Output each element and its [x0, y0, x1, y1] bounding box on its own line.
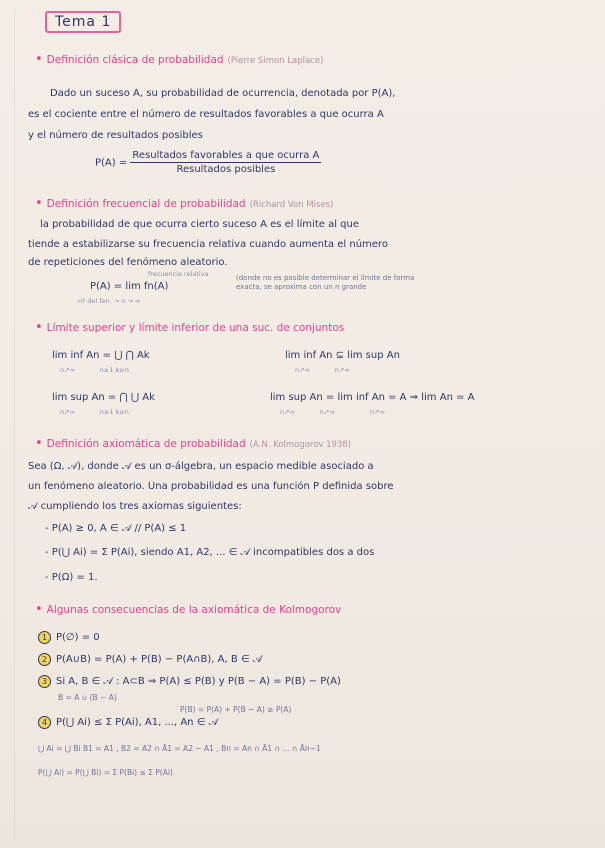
heading-text: Límite superior y límite inferior de una suc. de conjuntos — [46, 322, 345, 334]
consequence-item — [38, 716, 218, 729]
classical-formula — [95, 150, 321, 175]
text-line-content: la probabilidad de que ocurra cierto suceso A es el límite al que — [40, 219, 359, 230]
bullet-icon: • — [35, 602, 43, 617]
consequence-text: P(⋃ Ai) ≤ Σ P(Ai), A1, ..., An ∈ 𝒜 — [56, 717, 219, 728]
text-line: 𝒜 cumpliendo los tres axiomas siguientes: — [28, 501, 242, 512]
formula-annotation: frecuencia relativa — [148, 270, 209, 278]
derivation-line: P(B) = P(A) + P(B − A) ≥ P(A) — [180, 705, 292, 714]
consequence-item — [38, 653, 262, 666]
consequence-text: P(∅) = 0 — [56, 632, 100, 643]
section-heading-limits — [35, 320, 344, 335]
section-heading-consequences — [35, 602, 341, 617]
number-badge: 3 — [38, 675, 51, 688]
text-line: y el número de resultados posibles — [28, 130, 203, 141]
lim-equality: lim sup An = lim inf An = A ⇒ lim An = A — [270, 392, 475, 403]
bullet-icon: • — [35, 196, 43, 211]
fraction-numerator: Resultados favorables a que ocurra A — [132, 150, 320, 161]
consequence-item — [38, 675, 341, 688]
text-line: Dado un suceso A, su probabilidad de ocurrencia, denotada por P(A), — [50, 88, 396, 99]
formula-subscript: n↗∞ n↗∞ — [295, 366, 350, 374]
bullet-icon: • — [35, 436, 43, 451]
formula-note-line: (donde no es posible determinar el límite de forma — [236, 274, 415, 282]
text-line: Sea (Ω, 𝒜), donde 𝒜 es un σ-álgebra, un espacio medible asociado a — [28, 461, 374, 472]
lim-inf-definition: lim inf An = ⋃ ⋂ Ak — [52, 350, 150, 361]
text-line: un fenómeno aleatorio. Una probabilidad es una función P definida sobre — [28, 481, 394, 492]
text-line: tiende a estabilizarse su frecuencia relativa cuando aumenta el número — [28, 239, 388, 250]
number-badge: 2 — [38, 653, 51, 666]
axiom-line: - P(⋃ Ai) = Σ P(Ai), siendo A1, A2, ... ∈ 𝒜 incompatibles dos a dos — [45, 547, 375, 558]
page-margin — [14, 10, 21, 840]
text-line — [40, 219, 359, 230]
number-badge: 4 — [38, 716, 51, 729]
formula-note — [236, 274, 414, 292]
formula-subscript: nº del fen. → n → ∞ — [78, 297, 141, 305]
formula-note-line: exacta, se aproxima con un n grande — [236, 283, 367, 291]
heading-text: Definición axiomática de probabilidad — [46, 438, 246, 450]
axiom-line: - P(A) ≥ 0, A ∈ 𝒜 // P(A) ≤ 1 — [45, 523, 187, 534]
heading-note: (Richard Von Mises) — [249, 200, 334, 210]
formula-subscript: n↗∞ n↗∞ n↗∞ — [280, 408, 385, 416]
heading-text: Algunas consecuencias de la axiomática de Kolmogorov — [46, 604, 342, 616]
heading-text: Definición clásica de probabilidad — [46, 54, 224, 66]
consequence-item — [38, 631, 100, 644]
lim-sup-definition: lim sup An = ⋂ ⋃ Ak — [52, 392, 155, 403]
derivation-line: B = A ∪ (B − A) — [58, 693, 117, 702]
fraction-denominator: Resultados posibles — [176, 164, 276, 175]
heading-note: (A.N. Kolmogorov 1938) — [249, 440, 352, 450]
section-heading-classical — [35, 52, 323, 67]
formula-subscript: n↗∞ n≥1 k≥n — [60, 366, 129, 374]
number-badge: 1 — [38, 631, 51, 644]
text-line: es el cociente entre el número de resultados favorables a que ocurra A — [28, 109, 384, 120]
section-heading-frequential — [35, 196, 333, 211]
consequence-text: Si A, B ∈ 𝒜 : A⊂B ⇒ P(A) ≤ P(B) y P(B − A) = P(B) − P(A) — [56, 676, 341, 687]
frequential-formula: P(A) = lim fn(A) — [90, 281, 169, 292]
text-line: de repeticiones del fenómeno aleatorio. — [28, 257, 228, 268]
bullet-icon: • — [35, 320, 43, 335]
derivation-line: ⋃ Ai = ⋃ Bi B1 = A1 , B2 = A2 ∩ Ā1 = A2 − A1 , Bn = An ∩ Ā1 ∩ ... ∩ Ān−1 — [38, 744, 321, 753]
lim-inf-subset: lim inf An ⊆ lim sup An — [285, 350, 400, 361]
axiom-line: - P(Ω) = 1. — [45, 572, 98, 583]
section-heading-axiomatic — [35, 436, 351, 451]
heading-note: (Pierre Simon Laplace) — [227, 56, 324, 66]
consequence-text: P(A∪B) = P(A) + P(B) − P(A∩B), A, B ∈ 𝒜 — [56, 654, 263, 665]
formula-subscript: n↗∞ n≥1 k≥n — [60, 408, 129, 416]
heading-text: Definición frecuencial de probabilidad — [46, 198, 246, 210]
bullet-icon: • — [35, 52, 43, 67]
formula-lhs: P(A) = — [95, 157, 128, 169]
fraction — [130, 150, 321, 175]
page-title: Tema 1 — [45, 11, 121, 33]
derivation-line: P(⋃ Ai) = P(⋃ Bi) = Σ P(Bi) ≤ Σ P(Ai) — [38, 768, 173, 777]
